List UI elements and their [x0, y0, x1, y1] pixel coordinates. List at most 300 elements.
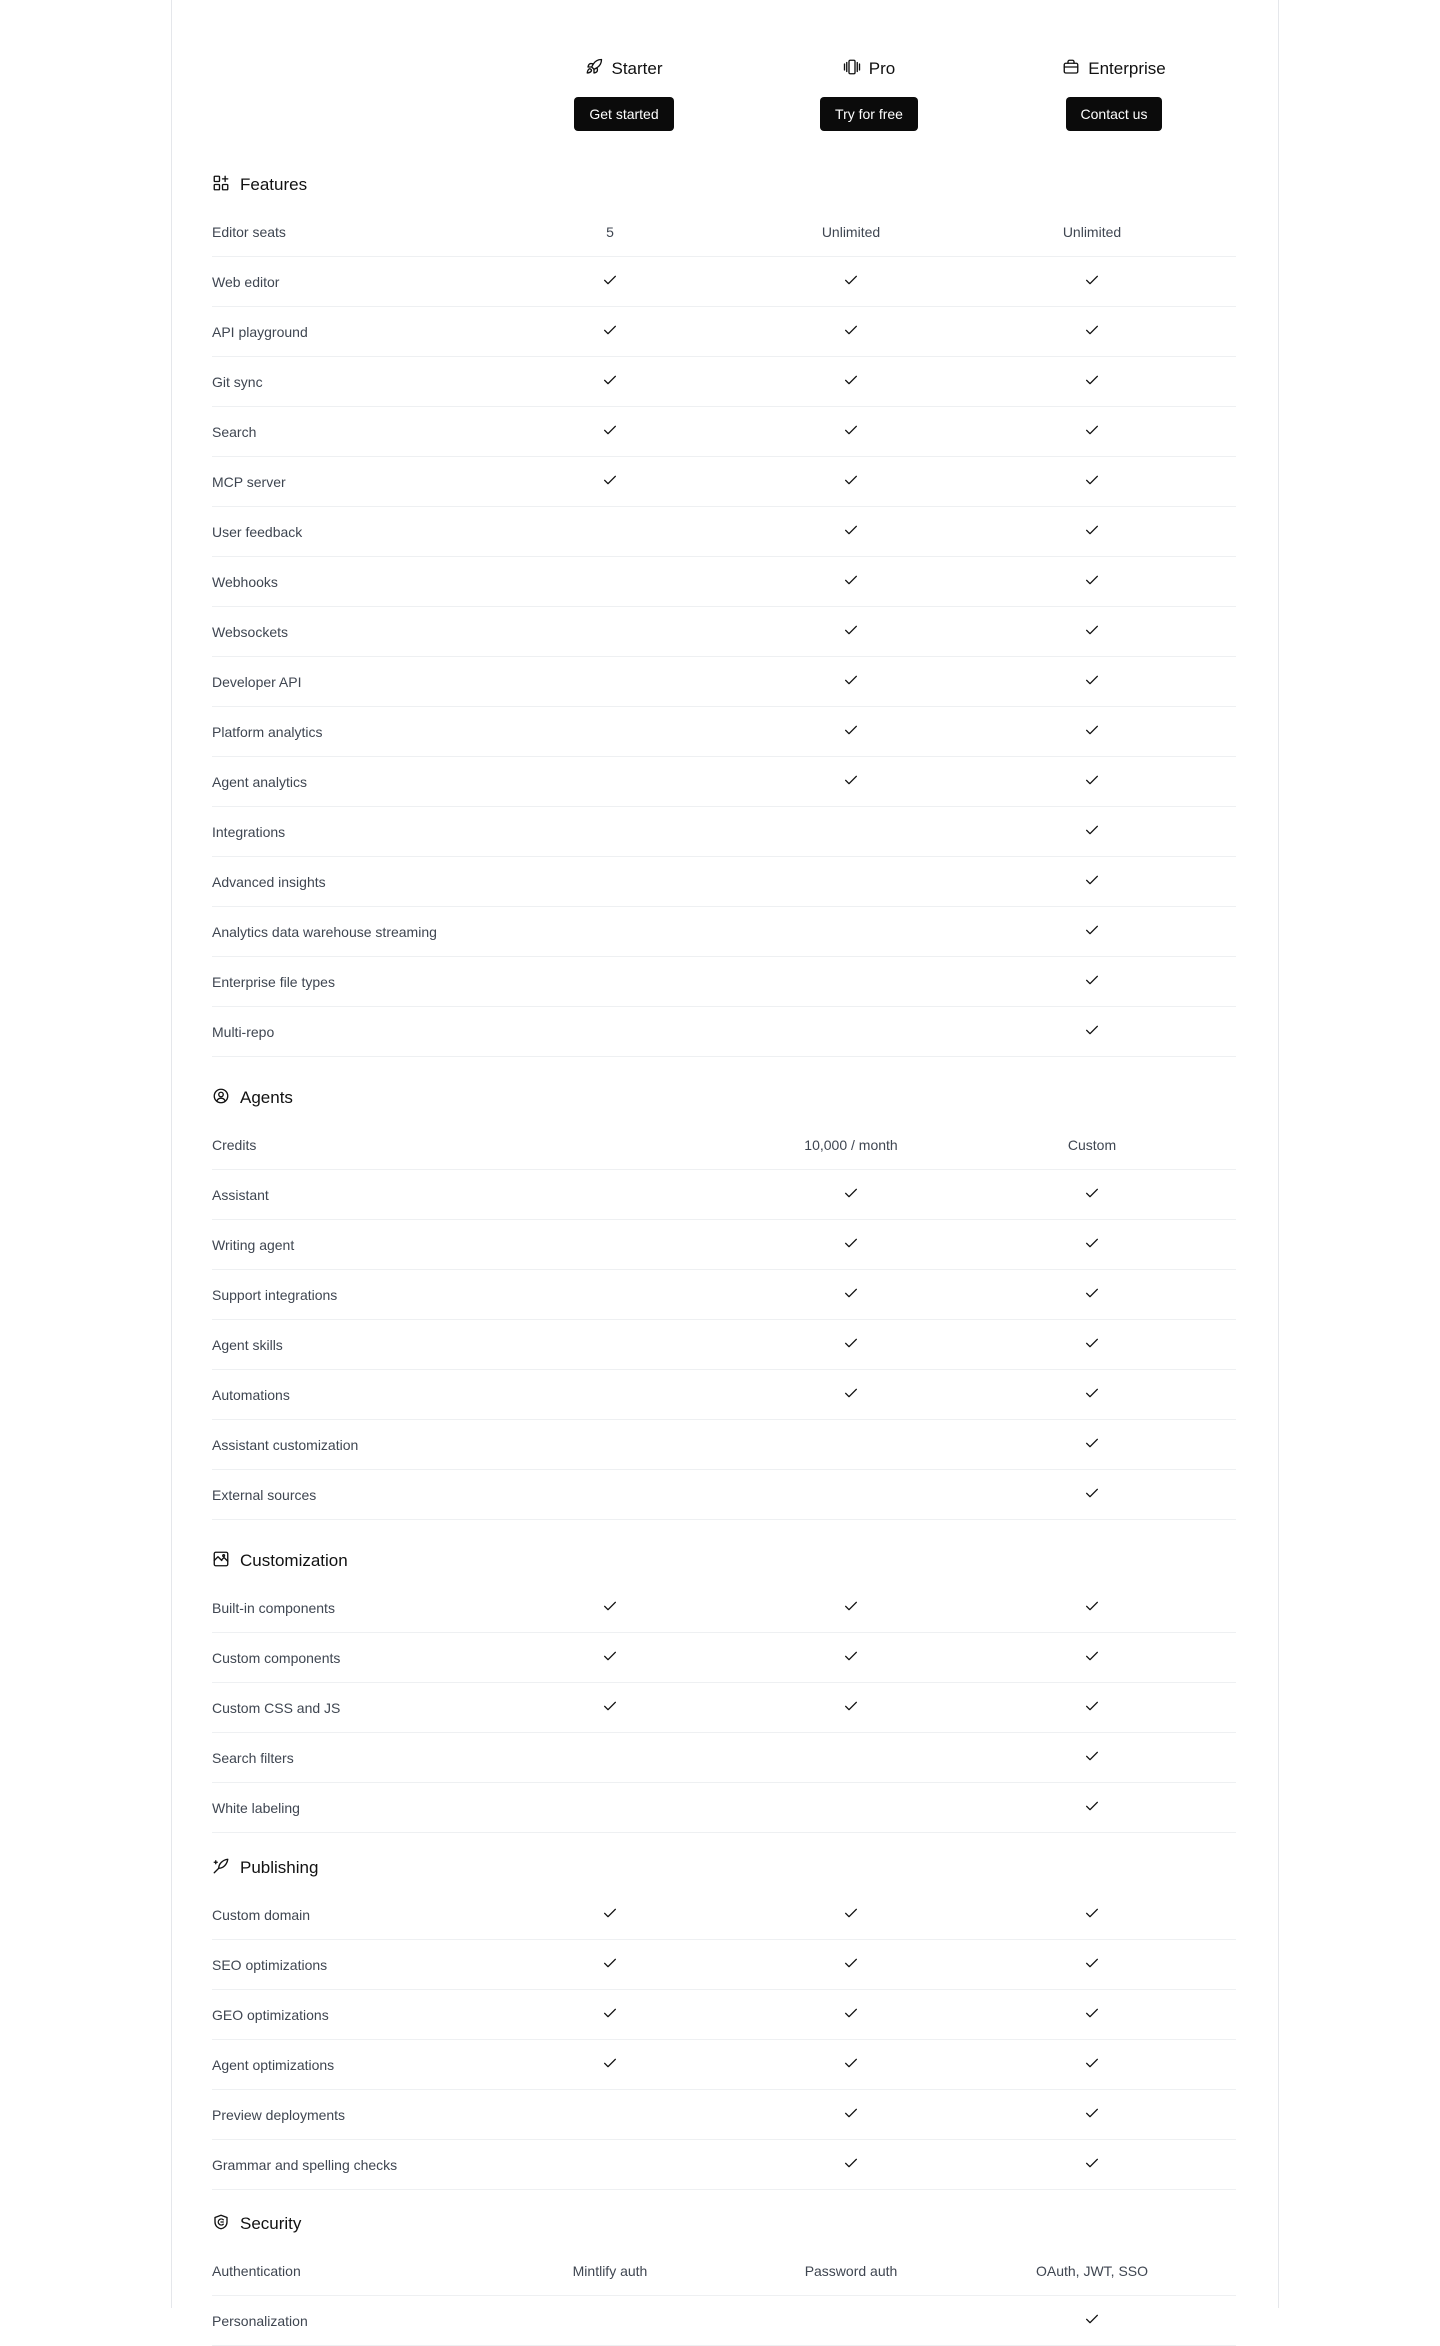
check-icon [1084, 1385, 1100, 1404]
section-title: Publishing [240, 1858, 319, 1877]
feature-label: Webhooks [212, 573, 278, 590]
check-icon [602, 2005, 618, 2024]
plan-cell-pro [751, 1320, 951, 1369]
agent-icon [212, 1087, 230, 1110]
plan-cell-enterprise [992, 807, 1192, 856]
plan-cell-pro [751, 2246, 951, 2295]
check-icon [843, 1598, 859, 1617]
feature-label: Websockets [212, 623, 288, 640]
plan-cell-pro [751, 357, 951, 406]
feature-label: Support integrations [212, 1286, 338, 1303]
check-icon [1084, 1598, 1100, 1617]
plan-cell-enterprise [992, 1420, 1192, 1469]
check-icon [843, 2155, 859, 2174]
plan-name: Pro [868, 59, 896, 78]
table-row [212, 1007, 1236, 1057]
plan-header-pro [769, 58, 969, 131]
plan-cell-starter [510, 1783, 710, 1832]
check-icon [843, 572, 859, 591]
plan-cell-starter [510, 507, 710, 556]
feature-label: MCP server [212, 473, 286, 490]
plan-cell-enterprise [992, 1990, 1192, 2039]
feature-label: Search [212, 423, 257, 440]
check-icon [1084, 922, 1100, 941]
cell-value: Unlimited [821, 223, 881, 240]
plan-cell-starter [510, 557, 710, 606]
plan-cell-starter [510, 407, 710, 456]
feature-label: Search filters [212, 1749, 294, 1766]
feature-label: Personalization [212, 2312, 308, 2329]
feature-label: Agent optimizations [212, 2056, 335, 2073]
feature-label: Automations [212, 1386, 290, 1403]
table-row [212, 1890, 1236, 1940]
feature-label: Grammar and spelling checks [212, 2156, 398, 2173]
plan-cell-enterprise [992, 957, 1192, 1006]
plan-cell-pro [751, 307, 951, 356]
table-row [212, 257, 1236, 307]
section-title: Agents [240, 1088, 293, 1107]
plan-cell-starter [510, 607, 710, 656]
feature-label: Enterprise file types [212, 973, 335, 990]
plan-cell-starter [510, 957, 710, 1006]
table-row [212, 307, 1236, 357]
section-title: Customization [240, 1551, 348, 1570]
plan-cell-enterprise [992, 457, 1192, 506]
check-icon [843, 1335, 859, 1354]
plan-cell-starter [510, 1990, 710, 2039]
feature-label: SEO optimizations [212, 1956, 328, 1973]
check-icon [1084, 2055, 1100, 2074]
check-icon [1084, 522, 1100, 541]
plan-cell-enterprise [992, 1940, 1192, 1989]
plan-cell-pro [751, 207, 951, 256]
plan-cell-starter [510, 807, 710, 856]
check-icon [1084, 1435, 1100, 1454]
plan-title [524, 58, 724, 80]
plan-cell-pro [751, 457, 951, 506]
plan-cell-enterprise [992, 2246, 1192, 2295]
check-icon [1084, 1748, 1100, 1767]
check-icon [843, 522, 859, 541]
table-row [212, 1583, 1236, 1633]
plan-cell-pro [751, 857, 951, 906]
section-header [212, 163, 1236, 207]
check-icon [1084, 1798, 1100, 1817]
feature-label: Agent analytics [212, 773, 307, 790]
plan-cell-pro [751, 1940, 951, 1989]
plan-cell-starter [510, 207, 710, 256]
check-icon [1084, 1955, 1100, 1974]
plan-cell-starter [510, 1733, 710, 1782]
shield-icon [212, 2213, 230, 2236]
plan-cell-pro [751, 757, 951, 806]
check-icon [1084, 872, 1100, 891]
plan-cell-starter [510, 2090, 710, 2139]
plan-cell-pro [751, 2090, 951, 2139]
feature-label: Assistant [212, 1186, 269, 1203]
plan-cell-pro [751, 257, 951, 306]
feature-label: Multi-repo [212, 1023, 275, 1040]
plan-cell-starter [510, 1683, 710, 1732]
plan-cell-pro [751, 957, 951, 1006]
cell-value: Password auth [804, 2262, 898, 2279]
feature-label: User feedback [212, 523, 303, 540]
plan-cell-pro [751, 907, 951, 956]
rocket-icon [585, 58, 603, 81]
plan-cell-enterprise [992, 1370, 1192, 1419]
plan-cell-starter [510, 1890, 710, 1939]
table-row [212, 1783, 1236, 1833]
plan-cell-enterprise [992, 207, 1192, 256]
plan-cell-pro [751, 2296, 951, 2345]
plan-cell-pro [751, 1783, 951, 1832]
plan-cell-pro [751, 1420, 951, 1469]
table-row [212, 2040, 1236, 2090]
plan-cell-starter [510, 907, 710, 956]
plan-cell-enterprise [992, 257, 1192, 306]
table-row [212, 757, 1236, 807]
plan-cell-starter [510, 1220, 710, 1269]
check-icon [602, 472, 618, 491]
plan-cell-enterprise [992, 1220, 1192, 1269]
table-row [212, 1940, 1236, 1990]
plan-cell-pro [751, 657, 951, 706]
plan-cell-enterprise [992, 1120, 1192, 1169]
cards-stack-icon [843, 58, 861, 81]
check-icon [1084, 1022, 1100, 1041]
table-row [212, 1470, 1236, 1520]
table-row [212, 607, 1236, 657]
check-icon [843, 1905, 859, 1924]
plan-cell-pro [751, 507, 951, 556]
check-icon [602, 2055, 618, 2074]
plan-cell-starter [510, 1007, 710, 1056]
check-icon [843, 622, 859, 641]
plan-cell-enterprise [992, 1170, 1192, 1219]
feature-label: Writing agent [212, 1236, 295, 1253]
table-row [212, 957, 1236, 1007]
feature-label: Integrations [212, 823, 286, 840]
check-icon [1084, 1698, 1100, 1717]
plan-name: Starter [611, 59, 663, 78]
table-row [212, 1420, 1236, 1470]
check-icon [1084, 2105, 1100, 2124]
feature-label: Platform analytics [212, 723, 323, 740]
check-icon [843, 1648, 859, 1667]
cell-value: 10,000 / month [804, 1136, 898, 1153]
feature-label: External sources [212, 1486, 317, 1503]
table-row [212, 457, 1236, 507]
plan-cell-pro [751, 1470, 951, 1519]
plan-cell-starter [510, 1370, 710, 1419]
check-icon [602, 1905, 618, 1924]
feature-label: Credits [212, 1136, 257, 1153]
check-icon [602, 1955, 618, 1974]
check-icon [1084, 1485, 1100, 1504]
plan-cell-enterprise [992, 2296, 1192, 2345]
check-icon [1084, 472, 1100, 491]
plan-cell-enterprise [992, 1270, 1192, 1319]
table-row [212, 2246, 1236, 2296]
check-icon [1084, 422, 1100, 441]
plan-cell-enterprise [992, 407, 1192, 456]
plan-cell-enterprise [992, 357, 1192, 406]
table-row [212, 857, 1236, 907]
check-icon [1084, 972, 1100, 991]
table-row [212, 407, 1236, 457]
check-icon [1084, 572, 1100, 591]
check-icon [1084, 1648, 1100, 1667]
check-icon [1084, 2005, 1100, 2024]
feature-label: Analytics data warehouse streaming [212, 923, 437, 940]
table-row [212, 1320, 1236, 1370]
section-agents [212, 1076, 1236, 1520]
section-title: Security [240, 2214, 302, 2233]
plan-cell-enterprise [992, 2140, 1192, 2189]
check-icon [843, 1285, 859, 1304]
check-icon [843, 2055, 859, 2074]
check-icon [1084, 2155, 1100, 2174]
plan-cell-pro [751, 1270, 951, 1319]
table-row [212, 2296, 1236, 2346]
feature-label: Built-in components [212, 1599, 335, 1616]
check-icon [602, 1648, 618, 1667]
plan-cell-pro [751, 1170, 951, 1219]
check-icon [843, 1185, 859, 1204]
table-row [212, 2140, 1236, 2190]
feature-label: Assistant customization [212, 1436, 359, 1453]
check-icon [1084, 622, 1100, 641]
features-icon [212, 174, 230, 197]
check-icon [602, 372, 618, 391]
plan-cell-enterprise [992, 507, 1192, 556]
feature-label: GEO optimizations [212, 2006, 329, 2023]
feature-label: Developer API [212, 673, 302, 690]
plan-cell-enterprise [992, 1320, 1192, 1369]
table-row [212, 2090, 1236, 2140]
plan-cell-starter [510, 457, 710, 506]
check-icon [1084, 822, 1100, 841]
check-icon [1084, 1285, 1100, 1304]
check-icon [602, 322, 618, 341]
table-row [212, 357, 1236, 407]
briefcase-icon [1062, 58, 1080, 81]
plan-cell-starter [510, 657, 710, 706]
plan-cell-enterprise [992, 1890, 1192, 1939]
check-icon [1084, 772, 1100, 791]
plan-cell-enterprise [992, 857, 1192, 906]
feature-label: Custom components [212, 1649, 341, 1666]
plan-cell-starter [510, 357, 710, 406]
plan-cell-starter [510, 1270, 710, 1319]
table-row [212, 1683, 1236, 1733]
check-icon [843, 422, 859, 441]
check-icon [843, 1698, 859, 1717]
plan-title [1014, 58, 1214, 80]
cell-value: OAuth, JWT, SSO [1035, 2262, 1149, 2279]
feature-label: Editor seats [212, 223, 286, 240]
check-icon [602, 272, 618, 291]
palette-icon [212, 1550, 230, 1573]
plan-cell-starter [510, 257, 710, 306]
plan-cell-enterprise [992, 1633, 1192, 1682]
plan-cell-pro [751, 1890, 951, 1939]
check-icon [843, 1235, 859, 1254]
feature-label: Custom CSS and JS [212, 1699, 341, 1716]
table-row [212, 507, 1236, 557]
plan-cell-starter [510, 2040, 710, 2089]
plan-cell-starter [510, 1583, 710, 1632]
plan-name: Enterprise [1088, 59, 1166, 78]
cell-value: Unlimited [1062, 223, 1122, 240]
table-row [212, 1733, 1236, 1783]
plan-cell-starter [510, 1420, 710, 1469]
plan-cell-enterprise [992, 1583, 1192, 1632]
section-title: Features [240, 175, 308, 194]
plan-cell-pro [751, 1733, 951, 1782]
check-icon [843, 672, 859, 691]
feature-label: Authentication [212, 2262, 301, 2279]
plan-cell-starter [510, 1320, 710, 1369]
plan-cell-enterprise [992, 1783, 1192, 1832]
plan-cell-pro [751, 1370, 951, 1419]
plan-cell-pro [751, 1007, 951, 1056]
check-icon [1084, 1235, 1100, 1254]
section-publishing [212, 1846, 1236, 2190]
check-icon [1084, 722, 1100, 741]
check-icon [843, 2005, 859, 2024]
plan-cell-starter [510, 1170, 710, 1219]
check-icon [1084, 1905, 1100, 1924]
check-icon [1084, 1185, 1100, 1204]
plan-cta-button[interactable]: Try for free [820, 97, 918, 131]
table-row [212, 657, 1236, 707]
table-row [212, 1270, 1236, 1320]
feature-label: Agent skills [212, 1336, 283, 1353]
plan-cell-pro [751, 557, 951, 606]
plan-cell-pro [751, 1633, 951, 1682]
feature-label: White labeling [212, 1799, 300, 1816]
publish-icon [212, 1857, 230, 1880]
plan-cell-enterprise [992, 1683, 1192, 1732]
feature-label: Custom domain [212, 1906, 311, 1923]
plan-cell-enterprise [992, 307, 1192, 356]
check-icon [843, 372, 859, 391]
plan-cell-starter [510, 1633, 710, 1682]
table-row [212, 557, 1236, 607]
plan-cell-pro [751, 2140, 951, 2189]
plan-cell-starter [510, 2246, 710, 2295]
section-header [212, 1539, 1236, 1583]
plan-cell-pro [751, 2040, 951, 2089]
check-icon [843, 2105, 859, 2124]
plan-cell-enterprise [992, 1733, 1192, 1782]
table-row [212, 1370, 1236, 1420]
plan-cell-enterprise [992, 2040, 1192, 2089]
plan-cell-starter [510, 307, 710, 356]
table-row [212, 1633, 1236, 1683]
feature-label: Advanced insights [212, 873, 326, 890]
cell-value: Mintlify auth [572, 2262, 648, 2279]
feature-label: API playground [212, 323, 308, 340]
plan-cell-enterprise [992, 907, 1192, 956]
plan-cell-pro [751, 1990, 951, 2039]
plan-cta-button[interactable]: Get started [574, 97, 673, 131]
section-header [212, 2202, 1236, 2246]
plan-cell-enterprise [992, 757, 1192, 806]
table-row [212, 1220, 1236, 1270]
plan-cell-pro [751, 607, 951, 656]
plan-cell-starter [510, 1470, 710, 1519]
cell-value: Custom [1067, 1136, 1117, 1153]
plan-cell-enterprise [992, 1007, 1192, 1056]
feature-label: Preview deployments [212, 2106, 346, 2123]
table-row [212, 807, 1236, 857]
check-icon [1084, 372, 1100, 391]
plan-cta-button[interactable]: Contact us [1066, 97, 1163, 131]
plan-cell-starter [510, 2296, 710, 2345]
feature-label: Git sync [212, 373, 263, 390]
check-icon [843, 722, 859, 741]
plan-cell-starter [510, 1940, 710, 1989]
table-row [212, 907, 1236, 957]
check-icon [843, 772, 859, 791]
plan-cell-enterprise [992, 557, 1192, 606]
section-features [212, 163, 1236, 1057]
plan-cell-enterprise [992, 2090, 1192, 2139]
plan-cell-pro [751, 1583, 951, 1632]
section-header [212, 1076, 1236, 1120]
plan-header-enterprise [1014, 58, 1214, 131]
plan-cell-starter [510, 1120, 710, 1169]
check-icon [1084, 672, 1100, 691]
plan-cell-enterprise [992, 1470, 1192, 1519]
section-security [212, 2202, 1236, 2346]
plan-cell-pro [751, 1683, 951, 1732]
plan-cell-pro [751, 807, 951, 856]
table-row [212, 1120, 1236, 1170]
check-icon [1084, 1335, 1100, 1354]
table-row [212, 707, 1236, 757]
check-icon [843, 272, 859, 291]
plan-cell-starter [510, 757, 710, 806]
plan-cell-enterprise [992, 707, 1192, 756]
plan-title [769, 58, 969, 80]
plan-cell-starter [510, 2140, 710, 2189]
section-customization [212, 1539, 1236, 1833]
feature-label: Web editor [212, 273, 280, 290]
check-icon [602, 1698, 618, 1717]
check-icon [843, 1955, 859, 1974]
check-icon [843, 1385, 859, 1404]
table-row [212, 1170, 1236, 1220]
check-icon [1084, 272, 1100, 291]
check-icon [1084, 2311, 1100, 2330]
plan-cell-pro [751, 1120, 951, 1169]
table-row [212, 1990, 1236, 2040]
section-header [212, 1846, 1236, 1890]
plan-cell-pro [751, 407, 951, 456]
check-icon [602, 1598, 618, 1617]
plan-cell-pro [751, 1220, 951, 1269]
plan-cell-enterprise [992, 657, 1192, 706]
table-row [212, 207, 1236, 257]
plan-cell-starter [510, 857, 710, 906]
plan-cell-starter [510, 707, 710, 756]
plan-cell-enterprise [992, 607, 1192, 656]
cell-value: 5 [606, 223, 614, 240]
check-icon [602, 422, 618, 441]
